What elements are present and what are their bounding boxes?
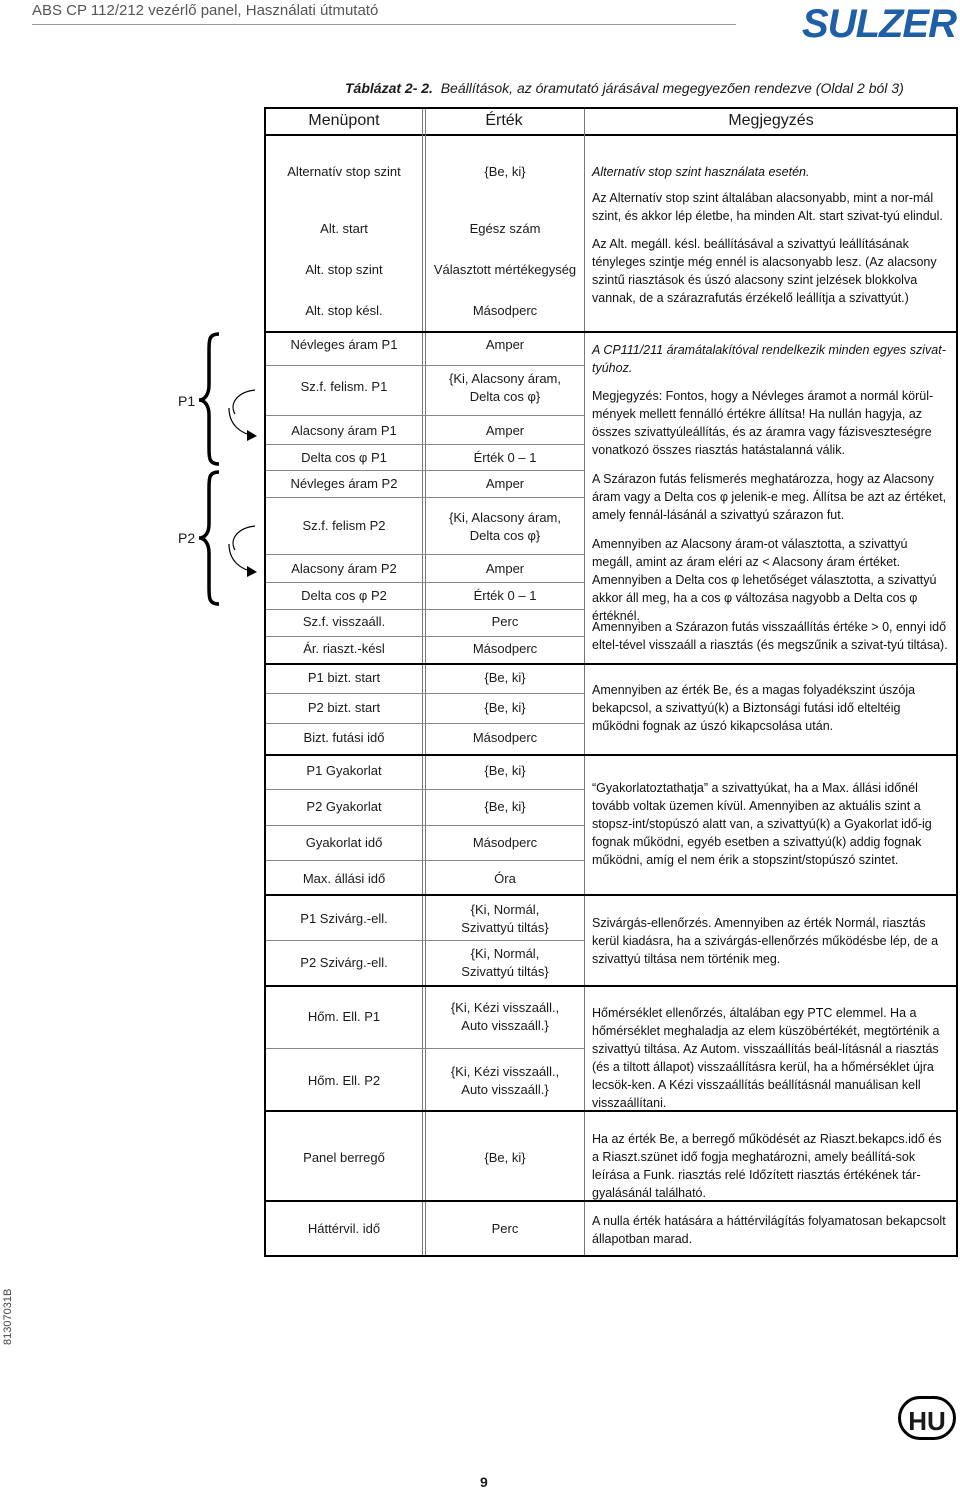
language-badge: HU [898,1396,956,1440]
p2-arrowhead [247,566,257,577]
column-header-menu: Menüpont [308,112,380,129]
menu-value: Egész szám [469,221,541,236]
row-line [266,723,584,724]
p2-brace [199,472,219,604]
row-line [266,497,584,498]
menu-item: Ár. riaszt.-késl [303,641,385,656]
header-divider [32,24,736,25]
note: Ha az érték Be, a berregő működését az Riaszt.bekapcs.idő és a Riaszt.szünet idő fogja meghatározni, amely beállítá-sok leírása a Funk. riasztás relé Időzített riasztás értékének tár-gyalásánál található. [592,1132,942,1200]
group-separator [266,663,956,665]
menu-item: Delta cos φ P2 [301,588,387,603]
p2-arrow-upper [233,526,255,550]
menu-value: Perc [491,1221,519,1236]
menu-item: Panel berregő [303,1150,385,1165]
menu-value: {Ki, Kézi visszaáll., Auto visszaáll.} [450,1000,560,1033]
note: Amennyiben az érték Be, és a magas folyadékszint úszója bekapcsol, a szivattyú(k) a Biztonsági futási idő elteltéig működni fognak az úszó kikapcsolása után. [592,683,916,733]
menu-item: Háttérvil. idő [307,1221,381,1236]
menu-item: P2 Gyakorlat [306,799,382,814]
note: Hőmérséklet ellenőrzés, általában egy PTC elemmel. Ha a hőmérséklet meghaladja az elem küszöbértékét, megtörténik a szivattyú tiltása. Az Autom. visszaállítás beál-lításnál a riasztás (és a tiltott állapot) visszaállításra kerül, ha a hőmérséklet újra lecsök-ken. A Kézi visszaállítás beállításnál manuálisan kell visszaállítani. [592,1006,940,1110]
menu-value: Érték 0 – 1 [473,588,537,603]
row-line [266,636,584,637]
group-separator [266,985,956,987]
menu-item: Alacsony áram P1 [291,423,397,438]
menu-item: Alacsony áram P2 [291,561,397,576]
column-divider [584,109,585,1255]
group-separator [266,331,956,333]
menu-value: {Ki, Alacsony áram, Delta cos φ} [449,371,561,404]
pump-label-p1: P1 [178,393,196,409]
menu-value: {Be, ki} [484,700,526,715]
menu-value: {Be, ki} [484,670,526,685]
pump-label-p2: P2 [178,530,196,546]
row-line [266,470,584,471]
note: Amennyiben a Szárazon futás visszaállítás értéke > 0, ennyi idő eltel-tével visszaáll a riasztás (és megszűnik a szivat-tyú tiltása). [592,620,948,652]
sulzer-logo: SULZER [802,2,956,46]
table-caption [345,80,904,96]
note: Megjegyzés: Fontos, hogy a Névleges áramot a normál körül-mények mellett fennálló értékre állítsa! Ha nullán hagyja, az összes szivattyúleállítás, és az áramra vagy fázisveszteségre vonatkozó összes riasztás hatástalanná válik. [592,389,934,457]
row-line [266,940,584,941]
menu-value: Amper [485,476,525,491]
group-separator [266,754,956,756]
menu-value: Másodperc [472,641,538,656]
row-line [266,609,584,610]
menu-item: Alternatív stop szint [287,164,401,179]
menu-item: P1 Gyakorlat [306,763,382,778]
menu-item: Gyakorlat idő [305,835,383,850]
menu-value: {Ki, Normál, Szivattyú tiltás} [461,946,549,979]
row-line [266,789,584,790]
group-separator [266,894,956,896]
table-caption-text: Beállítások, az óramutató járásával megegyezően rendezve (Oldal 2 ból 3) [440,80,904,96]
menu-value: Óra [494,871,516,886]
menu-value: Amper [485,337,525,352]
note: Az Alternatív stop szint általában alacsonyabb, mint a nor-mál szint, és akkor lép életbe, ha minden Alt. start szivat-tyú elindul. [592,191,943,223]
row-line [266,554,584,555]
column-header-note: Megjegyzés [728,112,814,129]
p2-arrow-lower [229,544,255,572]
p1-arrowhead [247,430,257,441]
row-line [266,860,584,861]
row-line [266,582,584,583]
page-number: 9 [480,1474,488,1490]
menu-value: Perc [491,614,519,629]
note: Alternatív stop szint használata esetén. [592,165,810,179]
menu-value: Másodperc [472,835,538,850]
table-caption-label: Táblázat 2- 2. [345,80,433,96]
row-line [266,415,584,416]
menu-value: Amper [485,561,525,576]
menu-value: Másodperc [472,730,538,745]
menu-value: Másodperc [472,303,538,318]
note: Az Alt. megáll. késl. beállításával a szivattyú leállításának tényleges szintje még ennél is alacsonyabb lesz. (Az alacsony szintű riasztások és úszó alacsony szint jelzések blokkolva vannak, de a szárazrafutás érzékelő leállítja a szivattyút.) [592,237,937,305]
menu-item: Bizt. futási idő [303,730,385,745]
column-divider [422,109,423,1255]
p1-brace [199,334,219,464]
note: A Szárazon futás felismerés meghatározza, hogy az Alacsony áram vagy a Delta cos φ jelenik-e meg. Állítsa be azt az értéket, amely fennál-lásánál a szivattyú szárazon fut. [592,472,947,522]
document-header-title: ABS CP 112/212 vezérlő panel, Használati útmutató [32,2,379,19]
note: A CP111/211 áramátalakítóval rendelkezik minden egyes szivat-tyúhoz. [592,343,946,375]
menu-item: Sz.f. felism. P1 [300,379,388,394]
menu-value: {Be, ki} [484,799,526,814]
menu-value: Választott mértékegység [433,262,577,277]
menu-item: Hőm. Ell. P1 [307,1009,381,1024]
menu-item: P1 bizt. start [307,670,381,685]
menu-item: Névleges áram P2 [290,476,398,491]
row-line [266,444,584,445]
note: Szivárgás-ellenőrzés. Amennyiben az érték Normál, riasztás kerül kiadásra, ha a szivárgás-ellenőrzés működésbe lép, de a szivattyú tiltása nem történik meg. [592,916,939,966]
note: “Gyakorlatoztathatja” a szivattyúkat, ha a Max. állási időnél tovább voltak üzemen kívül. Amennyiben az aktuális szint a stopsz-int/stopúszó alatt van, a szivattyú(k) a Gyakorlat idő-ig fognak működni, egyéb esetben a szivattyú(k) addig fognak működni, amíg el nem érik a stopszint/stopúszó szintet. [592,781,932,867]
menu-value: Érték 0 – 1 [473,450,537,465]
menu-value: Amper [485,423,525,438]
pump-group-braces [195,330,267,610]
menu-item: P1 Szivárg.-ell. [300,911,388,926]
p1-arrow-upper [233,390,255,414]
column-header-value: Érték [485,112,523,129]
menu-item: Alt. stop szint [305,262,383,277]
note: A nulla érték hatására a háttérvilágítás folyamatosan bekapcsolt állapotban marad. [592,1214,946,1246]
menu-item: Alt. start [320,221,368,236]
menu-item: Névleges áram P1 [290,337,398,352]
menu-item: Sz.f. visszaáll. [302,614,386,629]
menu-item: Sz.f. felism P2 [302,518,386,533]
menu-item: Alt. stop késl. [305,303,383,318]
row-line [266,365,584,366]
menu-value: {Be, ki} [484,763,526,778]
row-line [266,825,584,826]
menu-value: {Ki, Alacsony áram, Delta cos φ} [449,510,561,543]
row-line [266,1048,584,1049]
menu-item: Hőm. Ell. P2 [307,1073,381,1088]
menu-item: Delta cos φ P1 [301,450,387,465]
row-line [266,693,584,694]
menu-value: {Be, ki} [484,164,526,179]
p1-arrow-lower [229,408,255,436]
menu-value: {Ki, Kézi visszaáll., Auto visszaáll.} [450,1064,560,1097]
menu-item: Max. állási idő [302,871,386,886]
document-code: 81307031B [2,1288,14,1345]
note: Amennyiben az Alacsony áram-ot választotta, a szivattyú megáll, amint az áram eléri az < Alacsony áram értéket. Amennyiben a Delta cos φ lehetőséget választotta, a szivattyú akkor áll meg, ha a cos φ változása nagyobb a Delta cos φ értéknél. [592,537,937,623]
menu-value: {Be, ki} [484,1150,526,1165]
menu-value: {Ki, Normál, Szivattyú tiltás} [461,902,549,935]
menu-item: P2 bizt. start [307,700,381,715]
menu-item: P2 Szivárg.-ell. [300,955,388,970]
